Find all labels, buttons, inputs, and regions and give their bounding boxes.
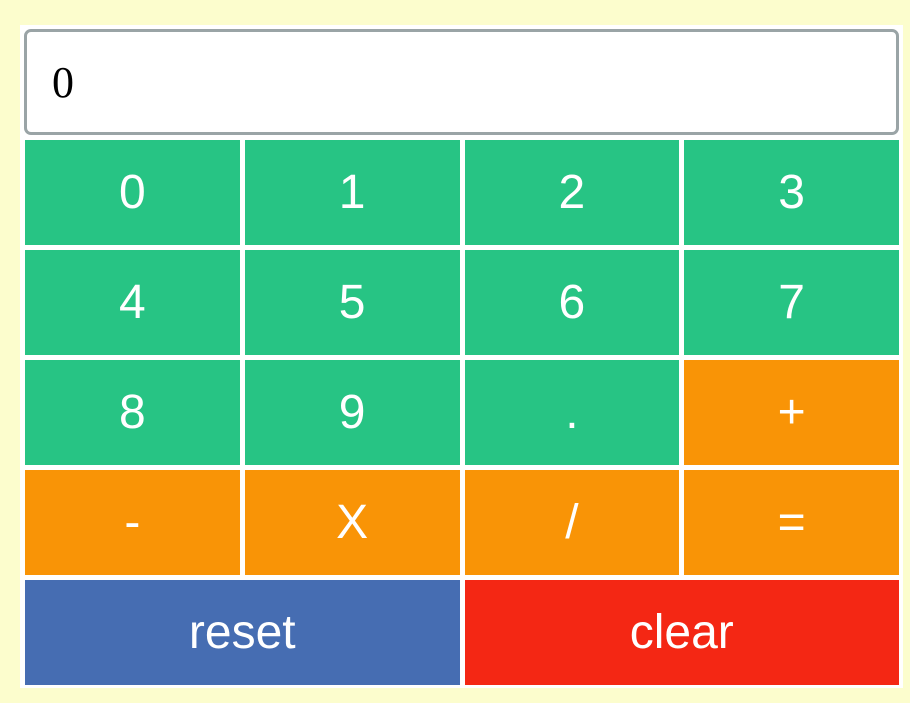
key-0[interactable]: 0 [25,140,240,245]
key-1[interactable]: 1 [245,140,460,245]
key-7[interactable]: 7 [684,250,899,355]
key-9[interactable]: 9 [245,360,460,465]
key-decimal[interactable]: . [465,360,680,465]
key-multiply[interactable]: X [245,470,460,575]
key-4[interactable]: 4 [25,250,240,355]
key-equals[interactable]: = [684,470,899,575]
key-6[interactable]: 6 [465,250,680,355]
clear-button[interactable]: clear [465,580,900,685]
key-3[interactable]: 3 [684,140,899,245]
display-input[interactable] [24,29,899,135]
reset-button[interactable]: reset [25,580,460,685]
key-5[interactable]: 5 [245,250,460,355]
key-divide[interactable]: / [465,470,680,575]
keypad [25,140,899,685]
calculator [20,25,903,688]
key-2[interactable]: 2 [465,140,680,245]
key-8[interactable]: 8 [25,360,240,465]
key-subtract[interactable]: - [25,470,240,575]
key-add[interactable]: + [684,360,899,465]
